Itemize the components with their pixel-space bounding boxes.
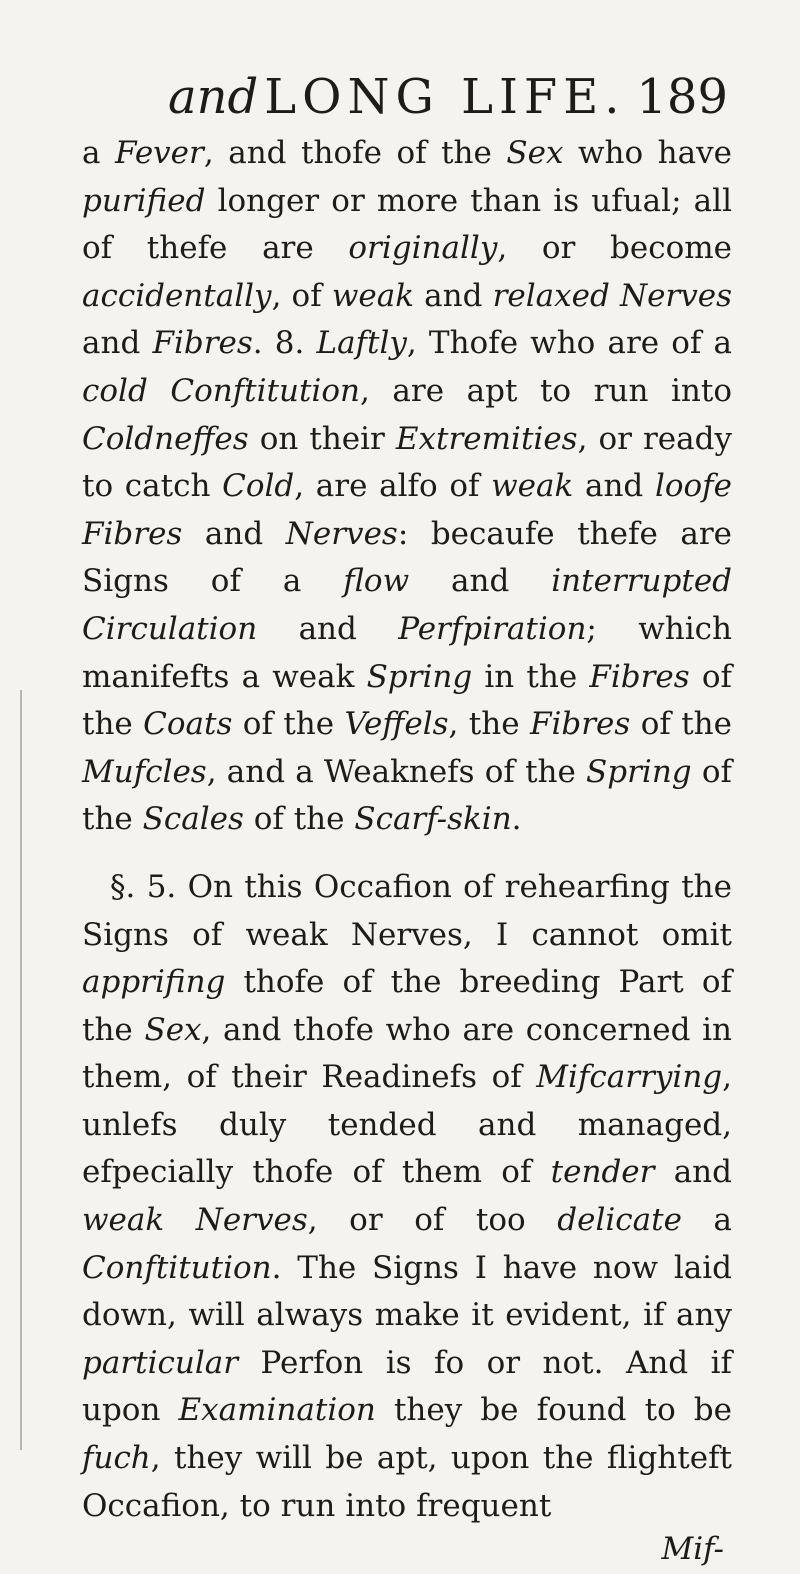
text-run: longer or more than is ufual; all of thefe are (82, 182, 732, 267)
italic-run: Cold (222, 468, 295, 505)
italic-run: Sex (144, 1011, 202, 1048)
paragraph-2 (82, 864, 732, 1530)
text-run: , and thofe who are concerned in them, of their Readinefs of (82, 1011, 732, 1096)
italic-run: particular (82, 1344, 239, 1381)
text-run: in the (472, 658, 590, 695)
text-run: : becaufe thefe are Signs of a (82, 515, 733, 600)
italic-run: Spring (366, 658, 473, 695)
paragraph-1 (82, 130, 732, 844)
text-run: and (654, 1154, 732, 1191)
italic-run: Extremities (395, 420, 578, 457)
text-run: of the (243, 801, 355, 838)
italic-run: cold Conftitution (82, 372, 360, 409)
italic-run: fuch (82, 1440, 151, 1477)
text-run: of the (82, 658, 732, 743)
text-run: , they will be apt, upon the flighteft Occafion, to run into frequent (82, 1440, 732, 1524)
text-run: , are alfo of (294, 468, 492, 505)
italic-run: loofe Fibres (82, 468, 732, 552)
text-run: a (681, 1202, 732, 1239)
text-run: and (409, 563, 552, 600)
italic-run: Fibres (152, 325, 253, 362)
italic-run: Nerves (285, 515, 398, 552)
italic-run: Scarf-skin (354, 801, 512, 838)
text-run: . The Signs I have now laid down, will always make it evident, if any (82, 1249, 732, 1334)
italic-run: tender (550, 1154, 655, 1191)
text-run: , and thofe of the (203, 135, 507, 171)
italic-run: Examination (178, 1392, 376, 1429)
italic-run: weak (491, 468, 574, 505)
italic-run: Coldneffes (82, 420, 249, 457)
italic-run: accidentally (82, 277, 272, 314)
text-run: , and a Weaknefs of the (206, 753, 587, 790)
italic-run: weak (331, 277, 414, 314)
italic-run: originally (348, 230, 498, 267)
text-run: , the (448, 706, 530, 743)
italic-run: interrupted Circulation (82, 563, 733, 647)
italic-run: weak Nerves (82, 1202, 308, 1239)
text-run: , Thofe who are of a (406, 325, 732, 362)
header-title: LONG LIFE. (264, 69, 626, 125)
italic-run: Mifcarrying (536, 1059, 723, 1096)
italic-run: Conftitution (82, 1249, 272, 1286)
italic-run: Fibres (529, 706, 631, 743)
text-run: and (82, 325, 153, 362)
italic-run: Scales (142, 801, 244, 838)
text-run: a (82, 135, 115, 171)
text-run: , or of too (307, 1202, 558, 1239)
text-run: , unlefs duly tended and managed, efpecially thofe of them of (82, 1059, 732, 1191)
page-number: 189 (636, 69, 728, 125)
margin-line (20, 690, 22, 1450)
text-run: Perfon is fo or not. And if upon (82, 1344, 732, 1429)
text-run: they be found to be (375, 1392, 733, 1429)
italic-run: flow (343, 563, 410, 600)
text-run: thofe of the breeding Part of the (82, 964, 732, 1048)
italic-run: Fever (115, 135, 204, 171)
italic-run: Mufcles (82, 753, 207, 790)
italic-run: Coats (143, 706, 233, 743)
text-run: of the (82, 753, 732, 838)
catchword: Mif- (661, 1531, 724, 1568)
text-run: and (182, 515, 286, 552)
running-header (168, 62, 728, 132)
text-run: , or become (497, 230, 732, 267)
body-text (82, 130, 732, 1574)
text-run: §. 5. On this Occafion of rehearfing the Signs of weak Nerves, I cannot omit (82, 868, 732, 953)
text-run: , are apt to run into (359, 372, 732, 409)
italic-run: Perfpiration (398, 610, 587, 647)
text-run: , or ready to catch (82, 420, 732, 505)
text-run: and (573, 468, 655, 505)
text-run: ; which manifefts a weak (82, 610, 732, 695)
italic-run: purified (82, 182, 206, 219)
text-run: and (414, 277, 493, 314)
italic-run: relaxed Nerves (492, 277, 733, 314)
text-run: of the (630, 706, 732, 743)
text-run: . (511, 801, 522, 838)
italic-run: Spring (586, 753, 692, 790)
italic-run: Laftly (316, 325, 407, 362)
italic-run: apprifing (82, 964, 226, 1001)
text-run: , of (271, 277, 332, 314)
text-run: of the (232, 706, 345, 743)
italic-run: Sex (506, 135, 564, 171)
italic-run: delicate (557, 1202, 682, 1239)
text-run: . 8. (252, 325, 317, 362)
italic-run: Veffels (344, 706, 449, 743)
text-run: who have (563, 135, 732, 171)
text-run: on their (248, 420, 396, 457)
text-run: and (257, 610, 399, 647)
header-title-italic: and (168, 69, 259, 125)
italic-run: Fibres (589, 658, 690, 695)
